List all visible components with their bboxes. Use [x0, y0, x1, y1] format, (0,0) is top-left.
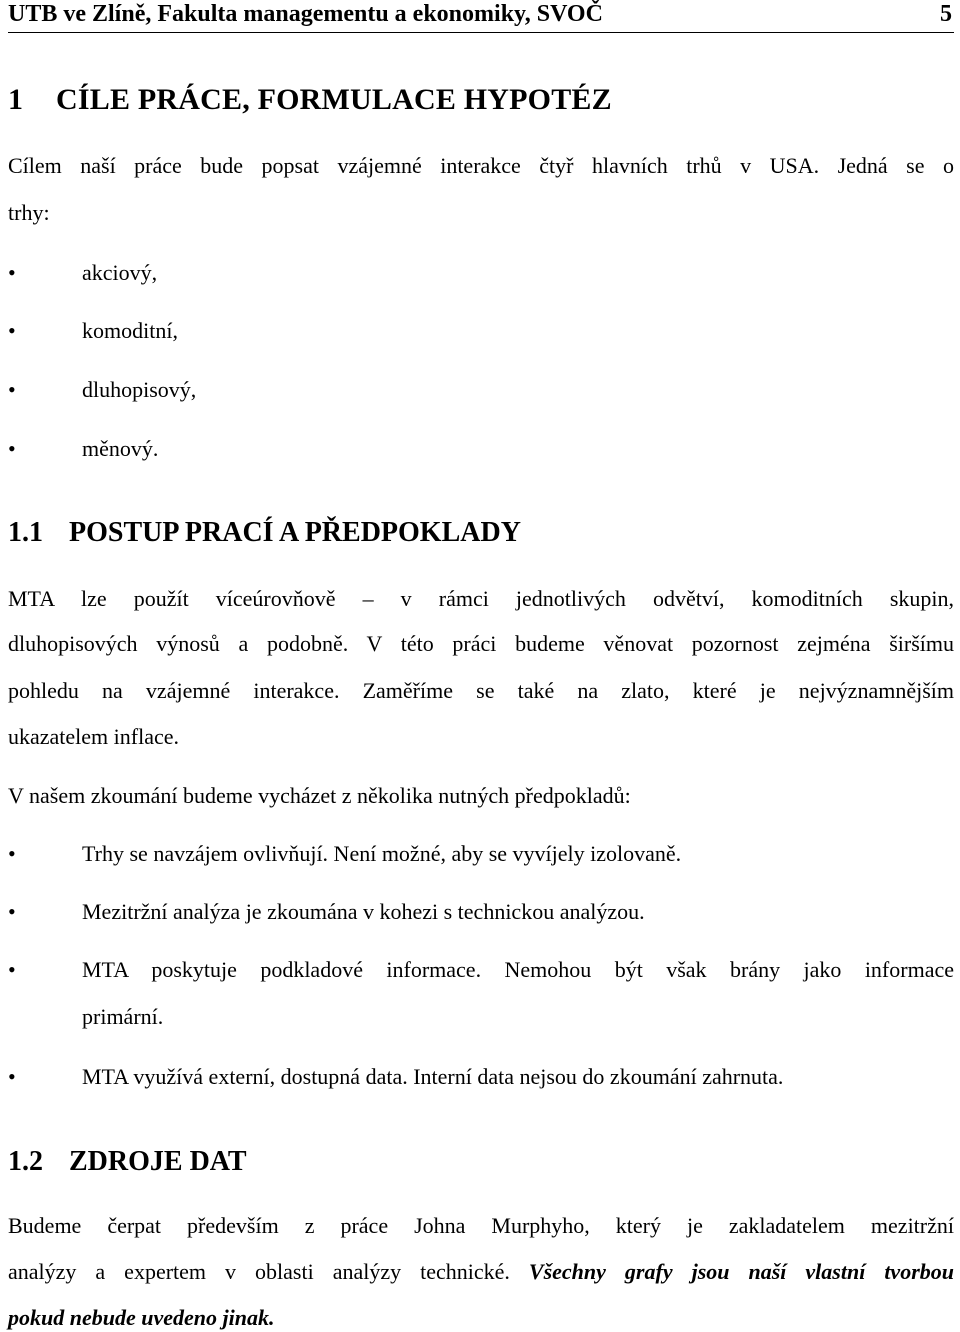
bullet-marker: •	[8, 841, 16, 866]
para3-line-1: Budeme čerpat především z práce Johna Murphyho, který je zakladatelem mezitržní	[8, 1213, 954, 1238]
para1-line-4: ukazatelem inflace.	[8, 724, 180, 749]
bullet-marker: •	[8, 1064, 16, 1089]
section-heading-1-1	[8, 517, 521, 549]
bullet-marker: •	[8, 436, 16, 461]
bullet-marker: •	[8, 318, 16, 343]
chapter-heading	[8, 83, 612, 117]
list-item: MTA poskytuje podkladové informace. Nemohou být však brány jako informace	[82, 957, 954, 982]
list-item: dluhopisový,	[82, 377, 197, 402]
para1-line-2: dluhopisových výnosů a podobně. V této práci budeme věnovat pozornost zejména širšímu	[8, 631, 954, 656]
page-header	[8, 0, 954, 33]
chapter-title: CÍLE PRÁCE, FORMULACE HYPOTÉZ	[56, 83, 612, 116]
para3-line-3: pokud nebude uvedeno jinak.	[8, 1305, 275, 1330]
header-title: UTB ve Zlíně, Fakulta managementu a ekonomiky, SVOČ	[8, 1, 603, 27]
para2: V našem zkoumání budeme vycházet z několika nutných předpokladů:	[8, 783, 631, 808]
para1-line-1: MTA lze použít víceúrovňově – v rámci jednotlivých odvětví, komoditních skupin,	[8, 586, 954, 611]
section-title: ZDROJE DAT	[69, 1146, 247, 1177]
list-item: MTA využívá externí, dostupná data. Interní data nejsou do zkoumání zahrnuta.	[82, 1064, 784, 1089]
list-item: akciový,	[82, 260, 158, 285]
section-number: 1.1	[8, 517, 43, 548]
intro-line-1: Cílem naší práce bude popsat vzájemné interakce čtyř hlavních trhů v USA. Jedná se o	[8, 153, 954, 178]
list-item-continuation: primární.	[82, 1004, 164, 1029]
list-item: Trhy se navzájem ovlivňují. Není možné, aby se vyvíjely izolovaně.	[82, 841, 682, 866]
para3-emphasis: Všechny grafy jsou naší vlastní tvorbou	[528, 1259, 954, 1284]
bullet-marker: •	[8, 899, 16, 924]
list-item: komoditní,	[82, 318, 178, 343]
list-item: měnový.	[82, 436, 159, 461]
section-title: POSTUP PRACÍ A PŘEDPOKLADY	[69, 517, 521, 548]
section-heading-1-2	[8, 1146, 247, 1178]
para1-line-3: pohledu na vzájemné interakce. Zaměříme se také na zlato, které je nejvýznamnějším	[8, 678, 954, 703]
bullet-marker: •	[8, 260, 16, 285]
list-item: Mezitržní analýza je zkoumána v kohezi s technickou analýzou.	[82, 899, 645, 924]
page-number: 5	[940, 1, 952, 27]
para3-line-2	[8, 1258, 954, 1286]
chapter-number: 1	[8, 83, 24, 116]
intro-line-2: trhy:	[8, 200, 50, 225]
bullet-marker: •	[8, 377, 16, 402]
para3-plain-text: analýzy a expertem v oblasti analýzy technické.	[8, 1259, 529, 1284]
bullet-marker: •	[8, 957, 16, 982]
section-number: 1.2	[8, 1146, 43, 1177]
